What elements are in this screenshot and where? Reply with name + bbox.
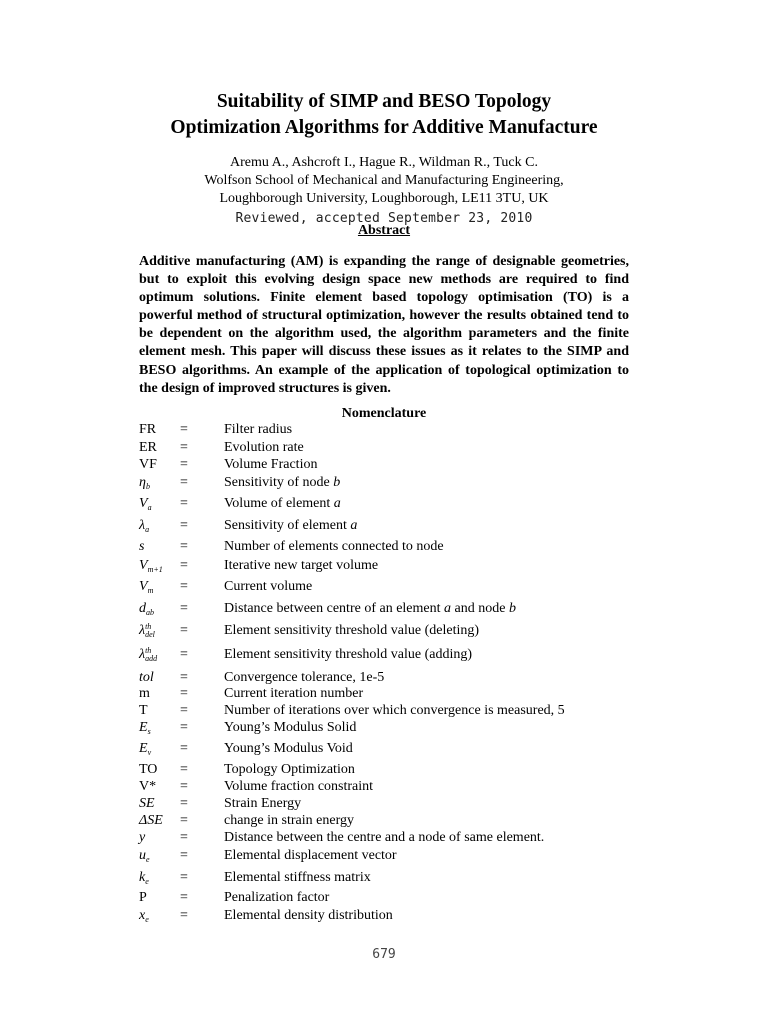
definition-text: Distance between centre of an element <box>224 601 441 616</box>
symbol-base: d <box>139 601 146 616</box>
nomenclature-equals: = <box>180 779 188 794</box>
definition-text: Penalization factor <box>224 890 330 905</box>
symbol-subscript: e <box>146 855 150 864</box>
nomenclature-equals: = <box>180 457 188 472</box>
definition-text: Iterative new target volume <box>224 558 379 573</box>
symbol-base: ΔSE <box>139 813 163 828</box>
definition-variable: b <box>508 601 516 616</box>
nomenclature-heading: Nomenclature <box>341 406 427 421</box>
nomenclature-equals: = <box>180 518 188 533</box>
nomenclature-row <box>0 719 768 737</box>
nomenclature-equals: = <box>180 890 188 905</box>
definition-text: Current volume <box>224 579 313 594</box>
nomenclature-symbol <box>139 795 155 813</box>
nomenclature-symbol <box>139 778 156 796</box>
nomenclature-row <box>0 869 768 887</box>
symbol-base: k <box>139 870 146 885</box>
abstract-line: the design of improved structures is given. <box>139 380 391 396</box>
definition-text: Elemental stiffness matrix <box>224 870 371 885</box>
nomenclature-equals: = <box>180 496 188 511</box>
nomenclature-symbol <box>139 646 157 664</box>
nomenclature-definition <box>224 740 353 758</box>
symbol-subscript: del <box>145 630 155 639</box>
symbol-base: E <box>139 720 148 735</box>
symbol-subscript: add <box>145 654 158 663</box>
nomenclature-symbol <box>139 622 155 640</box>
definition-text: Number of elements connected to node <box>224 539 444 554</box>
nomenclature-row <box>0 778 768 796</box>
symbol-base: y <box>139 830 146 845</box>
nomenclature-row <box>0 907 768 925</box>
nomenclature-equals: = <box>180 475 188 490</box>
author-names: Aremu A., Ashcroft I., Hague R., Wildman R., Tuck C. <box>230 155 538 170</box>
definition-text: Current iteration number <box>224 686 364 701</box>
nomenclature-definition <box>224 761 355 779</box>
nomenclature-equals: = <box>180 830 188 845</box>
symbol-base: P <box>139 890 147 905</box>
symbol-base: T <box>139 703 148 718</box>
nomenclature-row <box>0 847 768 865</box>
review-stamp: Reviewed, accepted September 23, 2010 <box>235 211 533 226</box>
nomenclature-definition <box>224 622 479 640</box>
symbol-base: SE <box>139 796 155 811</box>
nomenclature-symbol <box>139 685 150 703</box>
definition-variable: b <box>333 475 341 490</box>
definition-text: Sensitivity of node <box>224 475 330 490</box>
nomenclature-equals: = <box>180 796 188 811</box>
nomenclature-definition <box>224 847 397 865</box>
nomenclature-definition <box>224 778 373 796</box>
symbol-subscript: e <box>145 877 149 886</box>
nomenclature-equals: = <box>180 762 188 777</box>
nomenclature-row <box>0 600 768 618</box>
definition-text: Young’s Modulus Solid <box>224 720 357 735</box>
nomenclature-equals: = <box>180 539 188 554</box>
abstract-line: be dependent on the algorithm used, the algorithm parameters and the finite <box>139 326 629 342</box>
affiliation-line-2: Loughborough University, Loughborough, LE11 3TU, UK <box>219 191 549 206</box>
nomenclature-row <box>0 517 768 535</box>
definition-text: Evolution rate <box>224 440 304 455</box>
nomenclature-equals: = <box>180 601 188 616</box>
nomenclature-definition <box>224 495 341 513</box>
nomenclature-definition <box>224 812 354 830</box>
nomenclature-equals: = <box>180 422 188 437</box>
symbol-subscript: e <box>145 915 149 924</box>
nomenclature-definition <box>224 578 312 596</box>
nomenclature-row <box>0 889 768 907</box>
nomenclature-definition <box>224 421 292 439</box>
nomenclature-symbol <box>139 719 151 737</box>
symbol-superscript: th <box>145 622 152 631</box>
symbol-base: λ <box>139 518 146 533</box>
nomenclature-equals: = <box>180 440 188 455</box>
nomenclature-definition <box>224 439 304 457</box>
nomenclature-row <box>0 795 768 813</box>
nomenclature-definition <box>224 538 444 556</box>
definition-text: Volume Fraction <box>224 457 318 472</box>
definition-text: Elemental displacement vector <box>224 848 397 863</box>
definition-text: Volume fraction constraint <box>224 779 374 794</box>
nomenclature-row <box>0 646 768 664</box>
definition-text: Elemental density distribution <box>224 908 393 923</box>
symbol-subscript: m+1 <box>147 565 163 574</box>
definition-text: Volume of element <box>224 496 331 511</box>
nomenclature-row <box>0 456 768 474</box>
symbol-base: tol <box>139 670 154 685</box>
nomenclature-row <box>0 685 768 703</box>
symbol-base: V <box>139 558 148 573</box>
symbol-subscript: a <box>145 525 150 534</box>
nomenclature-row <box>0 495 768 513</box>
nomenclature-row <box>0 740 768 758</box>
abstract-line: Additive manufacturing (AM) is expanding the range of designable geometries, <box>139 254 629 269</box>
symbol-superscript: th <box>145 646 152 655</box>
nomenclature-symbol <box>139 517 149 535</box>
nomenclature-definition <box>224 517 357 535</box>
nomenclature-definition <box>224 474 340 492</box>
nomenclature-symbol <box>139 538 144 556</box>
symbol-base: VF <box>139 457 157 472</box>
nomenclature-equals: = <box>180 703 188 718</box>
nomenclature-definition <box>224 557 378 575</box>
nomenclature-symbol <box>139 889 147 907</box>
definition-text: Young’s Modulus Void <box>224 741 353 756</box>
nomenclature-definition <box>224 685 363 703</box>
definition-text: Topology Optimization <box>224 762 355 777</box>
definition-text: Convergence tolerance, 1e-5 <box>224 670 385 685</box>
nomenclature-symbol <box>139 907 149 925</box>
symbol-base: ER <box>139 440 157 455</box>
nomenclature-symbol <box>139 578 153 596</box>
abstract-heading <box>0 222 768 240</box>
definition-text: Filter radius <box>224 422 293 437</box>
nomenclature-equals: = <box>180 870 188 885</box>
nomenclature-symbol <box>139 474 150 492</box>
nomenclature-equals: = <box>180 908 188 923</box>
nomenclature-row <box>0 421 768 439</box>
definition-text: Element sensitivity threshold value (adding) <box>224 647 473 662</box>
nomenclature-definition <box>224 456 317 474</box>
symbol-base: V <box>139 496 148 511</box>
definition-text: Strain Energy <box>224 796 302 811</box>
nomenclature-equals: = <box>180 741 188 756</box>
nomenclature-symbol <box>139 829 145 847</box>
nomenclature-symbol <box>139 557 163 575</box>
definition-text: Distance between the centre and a node of same element. <box>224 830 545 845</box>
nomenclature-equals: = <box>180 686 188 701</box>
nomenclature-row <box>0 812 768 830</box>
nomenclature-symbol <box>139 869 149 887</box>
nomenclature-row <box>0 538 768 556</box>
symbol-subscript: a <box>147 503 152 512</box>
symbol-base: λ <box>139 647 146 662</box>
paper-title <box>0 89 768 141</box>
definition-text: change in strain energy <box>224 813 354 828</box>
abstract-line: element mesh. This paper will discuss these issues as it relates to the SIMP and <box>139 344 629 360</box>
definition-text: and node <box>454 601 506 616</box>
abstract-body <box>139 253 629 398</box>
nomenclature-row <box>0 622 768 640</box>
nomenclature-row <box>0 557 768 575</box>
title-line-1: Suitability of SIMP and BESO Topology <box>216 91 552 112</box>
symbol-base: V* <box>139 779 157 794</box>
nomenclature-definition <box>224 889 329 907</box>
symbol-subscript: b <box>145 482 150 491</box>
nomenclature-equals: = <box>180 848 188 863</box>
nomenclature-symbol <box>139 847 150 865</box>
nomenclature-row <box>0 439 768 457</box>
nomenclature-equals: = <box>180 670 188 685</box>
nomenclature-equals: = <box>180 623 188 638</box>
nomenclature-symbol <box>139 439 157 457</box>
symbol-subscript: m <box>147 586 154 595</box>
nomenclature-row <box>0 474 768 492</box>
nomenclature-definition <box>224 600 516 618</box>
nomenclature-equals: = <box>180 647 188 662</box>
abstract-line: but to exploit this evolving design space new methods are required to find <box>139 272 629 288</box>
symbol-subscript: ab <box>146 608 154 617</box>
nomenclature-definition <box>224 795 301 813</box>
symbol-subscript: v <box>147 748 152 757</box>
abstract-heading-text: Abstract <box>357 223 411 238</box>
nomenclature-symbol <box>139 740 151 758</box>
symbol-base: x <box>139 908 146 923</box>
symbol-base: η <box>139 475 146 490</box>
nomenclature-symbol <box>139 761 157 779</box>
page-number: 679 <box>372 947 396 962</box>
definition-variable: a <box>333 496 341 511</box>
nomenclature-definition <box>224 869 371 887</box>
definition-text: Element sensitivity threshold value (deleting) <box>224 623 480 638</box>
symbol-base: m <box>139 686 150 701</box>
definition-text: Sensitivity of element <box>224 518 347 533</box>
nomenclature-equals: = <box>180 558 188 573</box>
symbol-subscript: s <box>147 727 151 736</box>
symbol-base: s <box>139 539 145 554</box>
abstract-line: BESO algorithms. An example of the application of topological optimization to <box>139 362 629 378</box>
definition-variable: a <box>444 601 452 616</box>
abstract-line: optimum solutions. Finite element based topology optimisation (TO) is a <box>139 290 629 306</box>
nomenclature-definition <box>224 702 565 720</box>
symbol-base: FR <box>139 422 157 437</box>
nomenclature-row <box>0 578 768 596</box>
nomenclature-symbol <box>139 456 157 474</box>
nomenclature-row <box>0 702 768 720</box>
nomenclature-definition <box>224 646 472 664</box>
symbol-base: TO <box>139 762 158 777</box>
author-block <box>0 154 768 208</box>
symbol-base: E <box>139 741 148 756</box>
abstract-line: powerful method of structural optimization, however the results obtained tend to <box>139 308 629 324</box>
nomenclature-symbol <box>139 600 154 618</box>
nomenclature-definition <box>224 907 393 925</box>
title-line-2: Optimization Algorithms for Additive Manufacture <box>170 117 598 138</box>
nomenclature-symbol <box>139 421 156 439</box>
affiliation-line-1: Wolfson School of Mechanical and Manufacturing Engineering, <box>204 173 564 188</box>
nomenclature-equals: = <box>180 813 188 828</box>
nomenclature-row <box>0 829 768 847</box>
definition-variable: a <box>350 518 358 533</box>
nomenclature-row <box>0 761 768 779</box>
symbol-base: u <box>139 848 146 863</box>
symbol-base: V <box>139 579 148 594</box>
nomenclature-definition <box>224 719 356 737</box>
nomenclature-symbol <box>139 812 163 830</box>
symbol-base: λ <box>139 623 146 638</box>
nomenclature-definition <box>224 829 544 847</box>
nomenclature-symbol <box>139 495 152 513</box>
nomenclature-symbol <box>139 702 148 720</box>
nomenclature-equals: = <box>180 720 188 735</box>
definition-text: Number of iterations over which convergence is measured, 5 <box>224 703 565 718</box>
nomenclature-equals: = <box>180 579 188 594</box>
